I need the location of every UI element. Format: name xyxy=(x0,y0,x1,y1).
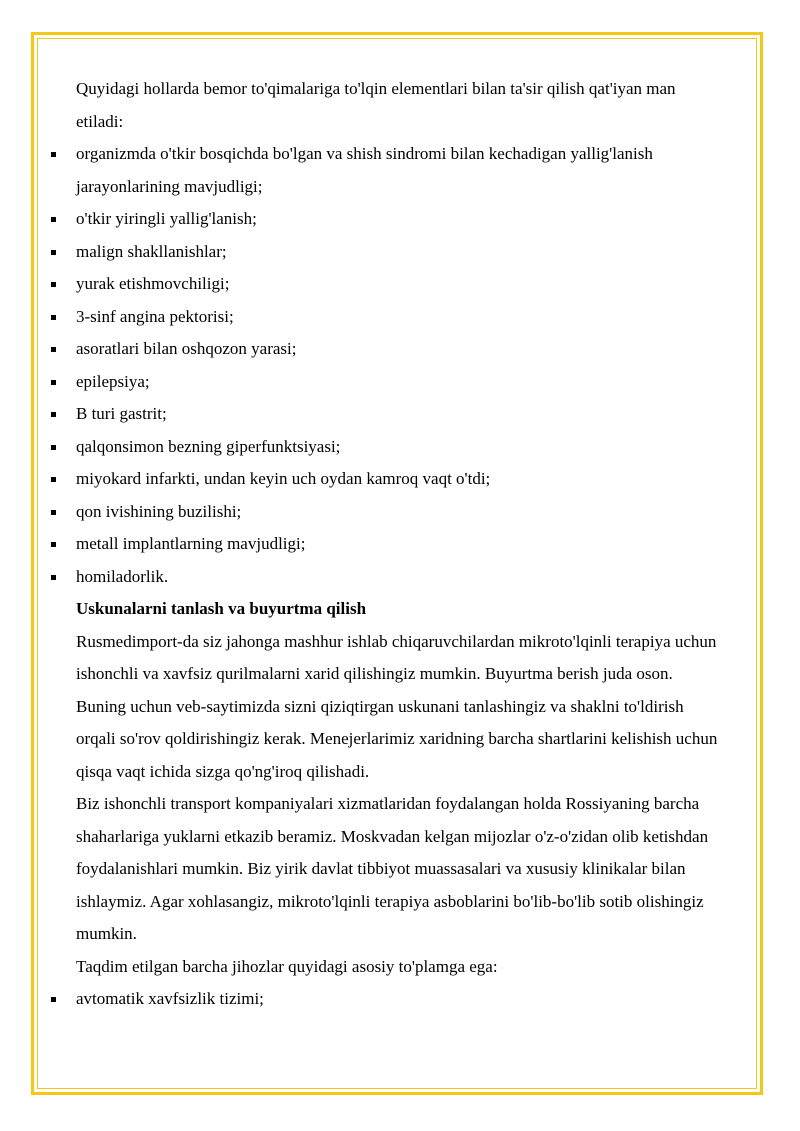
bullet-square-icon xyxy=(51,152,56,157)
list-item xyxy=(76,366,726,399)
ordering-paragraph: Rusmedimport-da siz jahonga mashhur ishlab chiqaruvchilardan mikroto'lqinli terapiya uchun ishonchli va xavfsiz qurilmalarni xarid qilishingiz mumkin. Buyurtma berish juda oson. Buning uchun veb-saytimizda sizni qiziqtirgan uskunani tanlashingiz va shaklni to'ldirish orqali so'rov qoldirishingiz kerak. Menejerlarimiz xaridning barcha shartlarini kelishish uchun qisqa vaqt ichida sizga qo'ng'iroq qilishadi. xyxy=(76,631,718,781)
list-item-text: o'tkir yiringli yallig'lanish; xyxy=(76,209,257,228)
list-item xyxy=(76,463,726,496)
list-item xyxy=(76,398,726,431)
list-item xyxy=(76,268,726,301)
bullet-square-icon xyxy=(51,477,56,482)
document-body xyxy=(76,73,726,1016)
list-item-text: B turi gastrit; xyxy=(76,404,167,423)
contraindications-list xyxy=(76,138,726,593)
list-item xyxy=(76,138,726,203)
equipment-features-list xyxy=(76,983,726,1016)
list-item-text: qalqonsimon bezning giperfunktsiyasi; xyxy=(76,436,341,456)
bullet-square-icon xyxy=(51,997,56,1002)
list-item xyxy=(76,561,726,594)
list-item-text: miyokard infarkti, undan keyin uch oydan kamroq vaqt o'tdi; xyxy=(76,469,491,488)
list-item xyxy=(76,528,726,561)
delivery-paragraph: Biz ishonchli transport kompaniyalari xizmatlaridan foydalangan holda Rossiyaning barcha shaharlariga yuklarni etkazib beramiz. Moskvadan kelgan mijozlar o'z-o'zidan olib ketishdan foydalanishlari mumkin. Biz yirik davlat tibbiyot muassasalari va xususiy klinikalar bilan ishlaymiz. Agar xohlasangiz, mikroto'lqinli terapiya asboblarini bo'lib-bo'lib sotib olishingiz mumkin. xyxy=(76,794,709,943)
bullet-square-icon xyxy=(51,510,56,515)
list-item-text: 3-sinf angina pektorisi; xyxy=(76,306,234,326)
list-item xyxy=(76,983,726,1016)
section-heading: Uskunalarni tanlash va buyurtma qilish xyxy=(76,599,367,618)
list-item-text: yurak etishmovchiligi; xyxy=(76,274,230,293)
bullet-square-icon xyxy=(51,575,56,580)
list-item xyxy=(76,301,726,334)
list-item-text: asoratlari bilan oshqozon yarasi; xyxy=(76,339,297,358)
bullet-square-icon xyxy=(51,347,56,352)
list-item-text: epilepsiya; xyxy=(76,371,150,391)
list-item xyxy=(76,431,726,464)
list-item-text: homiladorlik. xyxy=(76,566,169,586)
equipment-intro-paragraph: Taqdim etilgan barcha jihozlar quyidagi asosiy to'plamga ega: xyxy=(76,956,498,976)
list-item xyxy=(76,236,726,269)
bullet-square-icon xyxy=(51,282,56,287)
bullet-square-icon xyxy=(51,250,56,255)
list-item xyxy=(76,496,726,529)
list-item-text: malign shakllanishlar; xyxy=(76,241,227,261)
bullet-square-icon xyxy=(51,380,56,385)
list-item-text: qon ivishining buzilishi; xyxy=(76,501,242,521)
list-item xyxy=(76,203,726,236)
bullet-square-icon xyxy=(51,315,56,320)
list-item-text: avtomatik xavfsizlik tizimi; xyxy=(76,989,264,1008)
intro-paragraph: Quyidagi hollarda bemor to'qimalariga to'lqin elementlari bilan ta'sir qilish qat'iyan man etiladi: xyxy=(76,79,676,131)
bullet-square-icon xyxy=(51,412,56,417)
bullet-square-icon xyxy=(51,445,56,450)
list-item xyxy=(76,333,726,366)
bullet-square-icon xyxy=(51,217,56,222)
list-item-text: metall implantlarning mavjudligi; xyxy=(76,534,306,553)
list-item-text: organizmda o'tkir bosqichda bo'lgan va shish sindromi bilan kechadigan yallig'lanish jarayonlarining mavjudligi; xyxy=(76,144,653,196)
bullet-square-icon xyxy=(51,542,56,547)
